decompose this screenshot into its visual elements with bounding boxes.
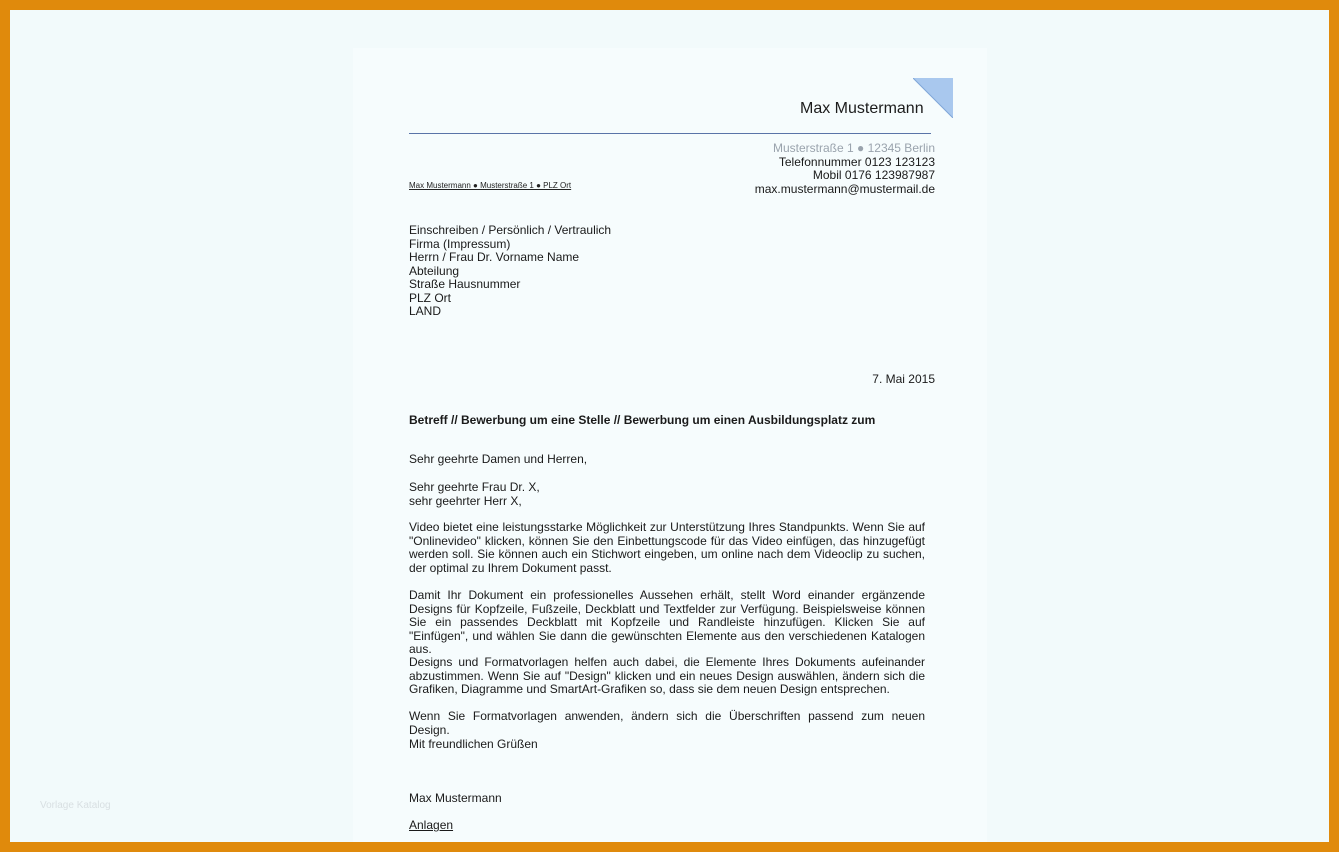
closing: Mit freundlichen Grüßen <box>409 737 538 751</box>
body-paragraph: Damit Ihr Dokument ein professionelles Aussehen erhält, stellt Word einander ergänzende Designs für Kopfzeile, Fußzeile, Deckblatt und Textfelder zur Verfügung. Beispielsweise können Sie ein passendes Deckblatt mit Kopfzeile und Randleiste hinzufügen. Klicken Sie auf "Einfügen", und wählen Sie dann die gewünschten Elemente aus den verschiedenen Katalogen aus. <box>409 588 925 656</box>
body-paragraph: Video bietet eine leistungsstarke Möglichkeit zur Unterstützung Ihres Standpunkts. Wenn Sie auf "Onlinevideo" klicken, können Sie den Einbettungscode für das Video einfügen, das hinzugefügt werden soll. Sie können auch ein Stichwort eingeben, um online nach dem Videoclip zu suchen, der optimal zu Ihrem Dokument passt. <box>409 520 925 575</box>
sender-mobile: Mobil 0176 123987987 <box>812 168 935 182</box>
salutation-alternative <box>409 481 925 508</box>
salutation-alt-line: Sehr geehrte Frau Dr. X, <box>409 480 540 494</box>
attachments-block <box>409 819 925 833</box>
recipient-line: Herrn / Frau Dr. Vorname Name <box>409 250 580 264</box>
attachments-label: Anlagen <box>409 818 454 832</box>
return-address-line: Max Mustermann ● Musterstraße 1 ● PLZ Ort <box>409 181 572 190</box>
recipient-block <box>409 224 611 319</box>
sender-email[interactable]: max.mustermann@mustermail.de <box>754 181 935 196</box>
recipient-line: Firma (Impressum) <box>409 236 511 251</box>
sender-contact-block <box>755 142 935 196</box>
signature-name: Max Mustermann <box>409 791 502 805</box>
sender-address: Musterstraße 1 ● 12345 Berlin <box>773 141 935 155</box>
header-rule <box>409 133 931 134</box>
body-paragraph: Wenn Sie Formatvorlagen anwenden, ändern sich die Überschriften passend zum neuen Design. <box>409 709 925 737</box>
sender-name: Max Mustermann <box>800 100 924 117</box>
sender-phone: Telefonnummer 0123 123123 <box>778 154 935 169</box>
letter-page <box>353 48 987 842</box>
recipient-line: Straße Hausnummer <box>409 277 521 291</box>
salutation: Sehr geehrte Damen und Herren, <box>409 452 588 466</box>
letter-frame <box>10 10 1329 842</box>
recipient-line: Abteilung <box>409 263 460 278</box>
watermark-text: Vorlage Katalog <box>40 800 111 811</box>
letter-subject: Betreff // Bewerbung um eine Stelle // Bewerbung um einen Ausbildungsplatz zum <box>409 413 876 427</box>
recipient-line: Einschreiben / Persönlich / Vertraulich <box>409 223 612 237</box>
recipient-line: LAND <box>409 304 442 318</box>
body-paragraph: Designs und Formatvorlagen helfen auch dabei, die Elemente Ihres Dokuments aufeinander abzustimmen. Wenn Sie auf "Design" klicken und ein neues Design auswählen, ändern sich die Grafiken, Diagramme und SmartArt-Grafiken so, dass sie dem neuen Design entsprechen. <box>409 655 925 696</box>
recipient-line: PLZ Ort <box>409 290 452 305</box>
salutation-alt-line: sehr geehrter Herr X, <box>409 493 522 508</box>
letter-date: 7. Mai 2015 <box>872 372 935 386</box>
